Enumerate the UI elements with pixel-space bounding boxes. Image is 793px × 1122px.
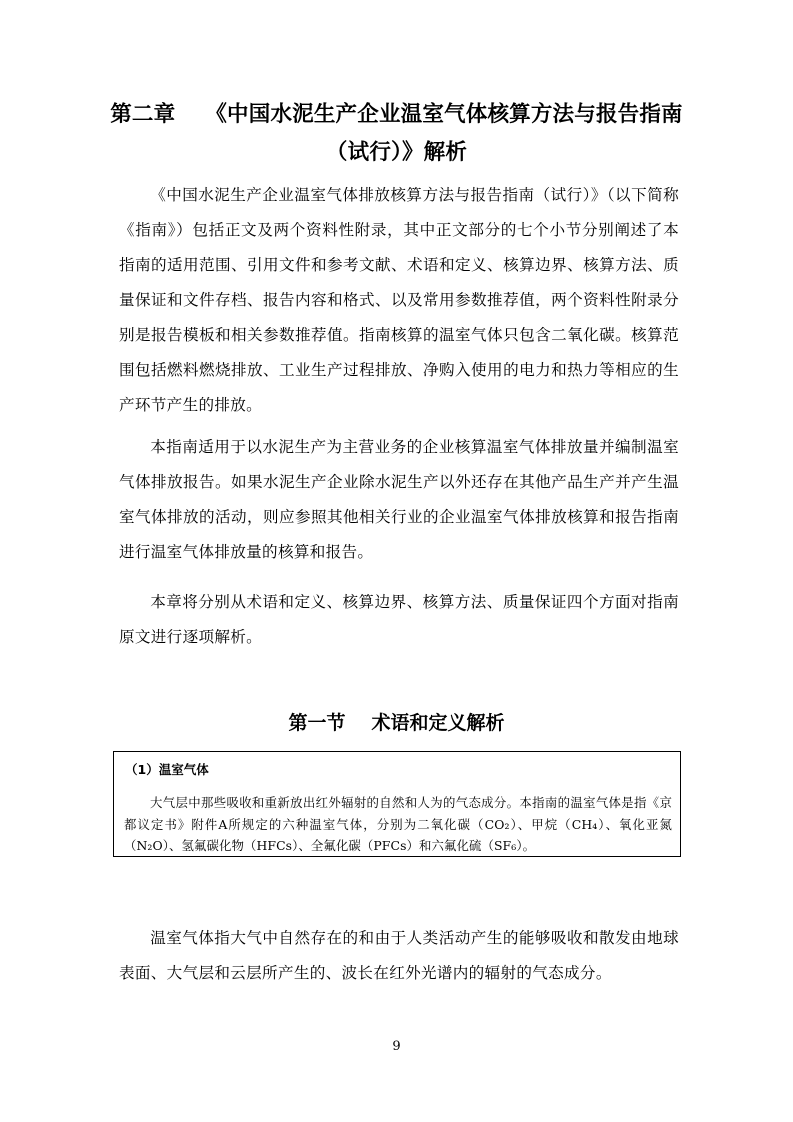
section-title-text: 术语和定义解析 <box>371 712 505 734</box>
page-number: 9 <box>392 1039 401 1054</box>
chapter-title <box>100 96 693 172</box>
chapter-title-line1 <box>100 96 693 134</box>
intro-paragraph: 《中国水泥生产企业温室气体排放核算方法与报告指南（试行）》（以下简称《指南》）包括正文及两个资料性附录，其中正文部分的七个小节分别阐述了本指南的适用范围、引用文件和参考文献、术语和定义、核算边界、核算方法、质量保证和文件存档、报告内容和格式、以及常用参数推荐值，两个资料性附录分别是报告模板和相关参数推荐值。指南核算的温室气体只包含二氧化碳。核算范围包括燃料燃烧排放、工业生产过程排放、净购入使用的电力和热力等相应的生产环节产生的排放。 <box>119 186 679 414</box>
chapter-title-text: 《中国水泥生产企业温室气体核算方法与报告指南 <box>205 102 683 127</box>
section-number: 第一节 <box>288 712 346 734</box>
chapter-number: 第二章 <box>110 102 176 127</box>
section-title <box>100 706 693 740</box>
definition-body: 大气层中那些吸收和重新放出红外辐射的自然和人为的气态成分。本指南的温室气体是指《京都议定书》附件A所规定的六种温室气体，分别为二氧化碳（CO₂）、甲烷（CH₄）、氧化亚氮（N₂O）、氢氟碳化物（HFCs）、全氟化碳（PFCs）和六氟化硫（SF₆）。 <box>124 795 672 853</box>
chapter-outline-paragraph: 本章将分别从术语和定义、核算边界、核算方法、质量保证四个方面对指南原文进行逐项解析。 <box>119 593 679 646</box>
explanation-paragraph: 温室气体指大气中自然存在的和由于人类活动产生的能够吸收和散发由地球表面、大气层和云层所产生的、波长在红外光谱内的辐射的气态成分。 <box>119 929 679 982</box>
scope-paragraph: 本指南适用于以水泥生产为主营业务的企业核算温室气体排放量并编制温室气体排放报告。如果水泥生产企业除水泥生产以外还存在其他产品生产并产生温室气体排放的活动，则应参照其他相关行业的企业温室气体排放核算和报告指南进行温室气体排放量的核算和报告。 <box>119 438 679 561</box>
definition-term: （1）温室气体 <box>125 762 209 777</box>
definition-box <box>113 751 681 857</box>
chapter-title-line2: （试行）》解析 <box>325 140 468 165</box>
